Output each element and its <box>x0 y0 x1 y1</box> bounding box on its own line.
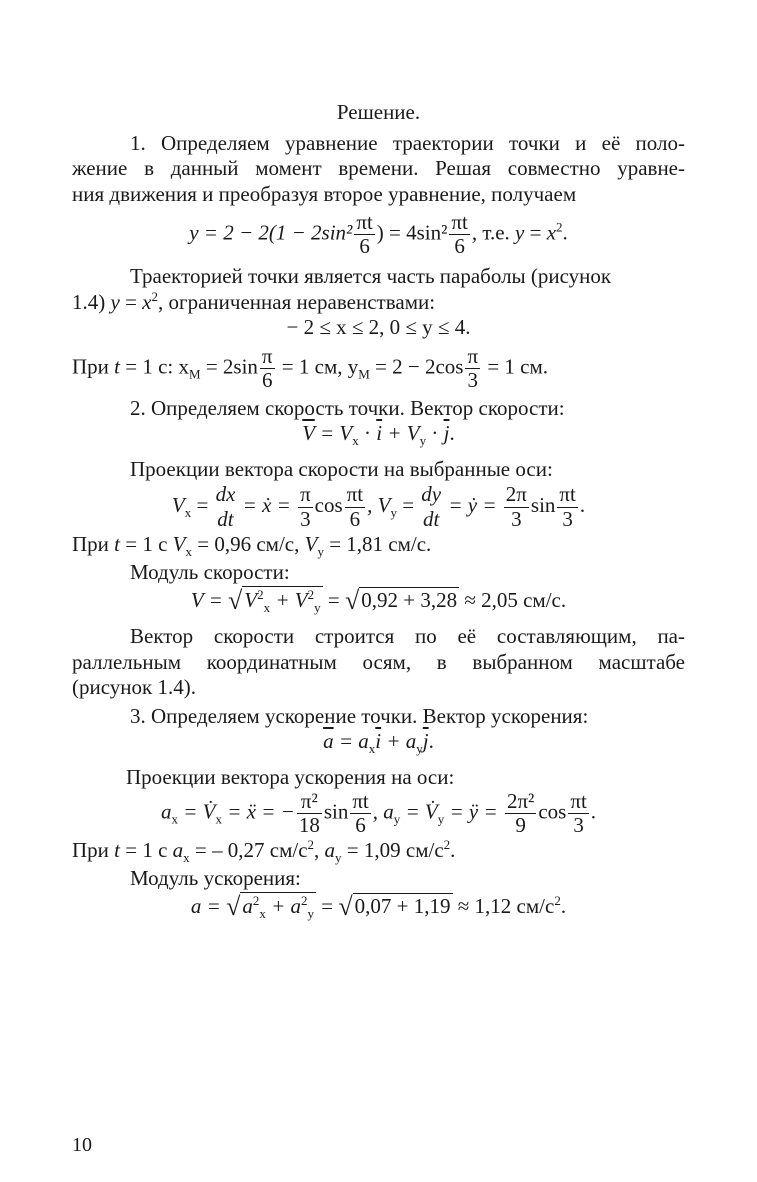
paragraph-7: 3. Определяем ускорение точки. Вектор ускорения: <box>130 703 589 728</box>
eqvmod-eq: = <box>322 588 345 613</box>
eq1-lhs: y = 2 − 2(1 − 2sin² <box>189 220 353 245</box>
eqvx-end: . <box>579 492 586 517</box>
eqvx-frac-3 <box>345 483 365 530</box>
eqa-i: $\overline{i}$ <box>375 729 382 754</box>
eq1-frac-1 <box>354 211 374 258</box>
at1-frac-2-num: π <box>467 343 479 368</box>
sqrt-icon: √ <box>338 892 353 922</box>
eqax-e2b: = ÿ = <box>444 799 503 824</box>
at1-t: t <box>114 353 120 378</box>
eq1-frac-2-den: 6 <box>454 233 465 258</box>
at1-pre: При <box>72 353 115 378</box>
eqvx-frac-2 <box>298 483 313 530</box>
at3-a2: a <box>324 838 336 863</box>
sqrt-icon: √ <box>228 586 243 616</box>
eqax-sin: sin <box>323 799 349 824</box>
sqrt-icon: √ <box>344 586 360 616</box>
eq1-tail-y: y <box>515 220 525 245</box>
at1-mid1: = 2sin <box>200 353 258 378</box>
eqvx-sin: sin <box>530 492 556 517</box>
at3-a1: a <box>172 838 184 863</box>
at1-frac-2-den: 3 <box>467 367 479 392</box>
at2-c: = 1,81 см/с. <box>323 532 432 557</box>
at1-sub-m2: M <box>358 366 370 382</box>
at2-t: t <box>114 532 120 557</box>
equation-velocity-projections <box>72 482 685 532</box>
eqvx-frac-5-den: 3 <box>511 506 522 531</box>
equation-acceleration-modulus <box>72 891 685 922</box>
eqax-frac-3-den: 9 <box>515 813 526 838</box>
eqvmod-rp2: 2 <box>307 587 315 603</box>
eqax-end: . <box>590 799 597 824</box>
eqvx-eq3: = <box>396 492 420 517</box>
eq1-tail-x: x <box>546 220 557 245</box>
values-at-t1-acceleration <box>72 837 685 866</box>
eqvx-frac-3-num: πt <box>346 482 364 507</box>
eqvmod-rs2: y <box>314 600 321 616</box>
eqax-e1b: = ẍ = − <box>221 799 295 824</box>
p2-eq: = <box>119 290 143 315</box>
at1-res2: = 1 см. <box>482 353 549 378</box>
eqvx-eq1: = <box>191 492 214 517</box>
eqvx-frac-4-num: dy <box>421 481 442 506</box>
at3-t: t <box>114 838 120 863</box>
p2-y: y <box>110 290 120 315</box>
eqv-v: $\overline{V}$ <box>302 420 315 445</box>
eqv-j: $\overline{j}$ <box>443 420 450 445</box>
paragraph-2-line-2 <box>72 289 685 315</box>
at3-a: = 1 с <box>120 838 173 863</box>
eqvx-frac-2-num: π <box>300 482 311 507</box>
eqvx-sy: y <box>390 505 397 521</box>
eqv-i: $\overline{i}$ <box>376 420 383 445</box>
eqax-frac-2-num: πt <box>352 789 369 814</box>
p2-post: , ограниченная неравенствами: <box>158 290 436 315</box>
equation-velocity-modulus <box>72 585 685 616</box>
eq1-frac-1-num: πt <box>356 209 373 234</box>
eqvmod-root-1 <box>242 586 322 616</box>
at3-s2: y <box>335 850 342 866</box>
eqvmod-lhs: V = <box>190 588 228 613</box>
eqvx-frac-4 <box>421 482 441 532</box>
eqvx-vx: V <box>171 492 185 517</box>
inequalities: − 2 ≤ x ≤ 2, 0 ≤ y ≤ 4. <box>286 315 471 340</box>
eqvx-frac-1-den: dt <box>217 507 234 532</box>
eqvmod-res: ≈ 2,05 см/с. <box>459 588 567 613</box>
paragraph-3: 2. Определяем скорость точки. Вектор скорости: <box>130 395 565 420</box>
eqvx-sx: x <box>184 505 192 521</box>
eqvmod-rp1: 2 <box>257 587 264 603</box>
at2-v1: V <box>172 532 186 557</box>
eqv-dot2: · <box>426 420 444 445</box>
eqvx-frac-5 <box>504 483 529 530</box>
at2-v2: V <box>304 532 318 557</box>
eqvmod-rs1: x <box>263 600 271 616</box>
eqvmod-r1: V <box>244 588 258 613</box>
eqax-s2b: y <box>437 811 445 827</box>
eqax-frac-1-num: π² <box>297 790 322 814</box>
at1-res1: = 1 см, y <box>276 353 359 378</box>
at3-c: , <box>314 838 325 863</box>
at2-pre: При <box>72 532 115 557</box>
eqamod-res: ≈ 1,12 см/с <box>452 894 555 919</box>
eqamod-rp2: 2 <box>301 893 308 909</box>
at3-d: = 1,09 см/с <box>341 838 444 863</box>
paragraph-2-line-1: Траекторией точки является часть параболы (рисунок <box>130 263 612 288</box>
values-at-t1-velocity <box>72 532 685 560</box>
eqvx-frac-3-den: 6 <box>349 506 361 531</box>
eqax-frac-1 <box>297 790 322 837</box>
eqvx-frac-1 <box>216 482 236 532</box>
eqa-j: $\overline{j}$ <box>422 729 429 754</box>
at3-sup2: 2 <box>443 837 451 853</box>
eqa-plus: + a <box>381 729 417 754</box>
eqvx-cos: cos <box>314 492 343 517</box>
eqvx-eq4: = ẏ = <box>443 492 502 517</box>
eqax-cos: cos <box>538 799 567 824</box>
eqamod-r1: a <box>242 894 253 919</box>
eqvx-frac-6 <box>557 483 577 530</box>
eq1-frac-2 <box>449 211 469 258</box>
paragraph-5: Модуль скорости: <box>130 560 290 584</box>
eqamod-rs1: x <box>259 906 266 922</box>
eq1-tail-sup: 2 <box>556 219 563 235</box>
at2-s1: x <box>185 544 192 560</box>
eq1-tail-eq: = <box>524 220 547 245</box>
eqax-frac-2-den: 6 <box>355 813 366 838</box>
section-heading: Решение. <box>336 100 421 124</box>
eqvx-frac-4-den: dt <box>423 507 440 532</box>
at3-b: = – 0,27 см/с <box>189 838 308 863</box>
eqamod-plus: + a <box>265 894 302 919</box>
eqax-frac-4 <box>568 790 588 837</box>
at1-mid2: = 2 − 2cos <box>369 353 464 378</box>
paragraph-1-line-2: жение в данный момент времени. Решая совместно уравне- <box>72 156 685 181</box>
eqax-frac-4-num: πt <box>570 789 587 814</box>
eqvx-frac-1-num: dx <box>215 481 236 506</box>
eqvx-frac-2-den: 3 <box>300 506 311 531</box>
p2-sup: 2 <box>151 289 158 305</box>
eqamod-root-1 <box>240 892 316 922</box>
eq1-tail-prefix: , т.е. <box>471 220 510 245</box>
eqvx-frac-5-num: 2π <box>505 482 527 507</box>
eqax-a1: a <box>160 799 172 824</box>
eqamod-eq: = <box>316 894 339 919</box>
at1-frac-1 <box>260 345 275 392</box>
eqa-end: . <box>428 729 434 754</box>
values-at-t1-position <box>72 345 685 392</box>
eqv-sx: x <box>352 433 359 449</box>
at3-s1: x <box>183 850 190 866</box>
eqvx-sep: , V <box>367 492 391 517</box>
at1-frac-1-den: 6 <box>261 367 273 392</box>
equation-trajectory <box>72 211 685 258</box>
p2-pre: 1.4) <box>72 290 111 315</box>
eqax-e2: = V̇ <box>400 799 438 824</box>
eq1-frac-1-den: 6 <box>359 233 370 258</box>
eqax-s1b: x <box>215 811 222 827</box>
eqvmod-r2: 0,92 + 3,28 <box>361 588 458 613</box>
equation-velocity-vector <box>72 421 685 449</box>
eqax-frac-1-den: 18 <box>298 813 320 838</box>
eqamod-rs2: y <box>307 906 315 922</box>
at3-pre: При <box>72 838 115 863</box>
at1-eq1: = 1 с: x <box>120 353 189 378</box>
paragraph-6-line-3: (рисунок 1.4). <box>72 674 196 699</box>
paragraph-6-line-1: Вектор скорости строится по её составляющим, па- <box>130 624 685 649</box>
eqamod-res-end: . <box>560 894 567 919</box>
page-number: 10 <box>72 1134 92 1156</box>
at1-frac-1-num: π <box>261 343 273 368</box>
eq1-frac-2-num: πt <box>451 209 468 234</box>
equation-acceleration-projections <box>72 790 685 837</box>
paragraph-4: Проекции вектора скорости на выбранные оси: <box>130 456 553 481</box>
paragraph-8: Проекции вектора ускорения на оси: <box>126 764 455 789</box>
eqvx-frac-6-den: 3 <box>562 506 573 531</box>
eqamod-res-sup: 2 <box>554 893 561 909</box>
page-body <box>72 100 685 922</box>
at3-sup1: 2 <box>307 837 315 853</box>
at2-s2: y <box>317 544 324 560</box>
eqa-sx: x <box>368 741 376 757</box>
paragraph-9: Модуль ускорения: <box>130 866 301 891</box>
at3-e: . <box>450 838 456 863</box>
eqv-plus: + V <box>382 420 420 445</box>
eqvx-frac-6-num: πt <box>559 482 576 507</box>
eqax-e1: = V̇ <box>177 799 216 824</box>
eqa-a: $\overline{a}$ <box>323 729 334 754</box>
p2-x: x <box>142 290 152 315</box>
eqamod-lhs: a = <box>190 894 227 919</box>
eqvx-eq2: = ẋ = <box>237 492 297 517</box>
eqax-s1: x <box>171 811 178 827</box>
eqv-end: . <box>449 420 455 445</box>
sqrt-icon: √ <box>226 892 241 922</box>
eq1-tail-end: . <box>562 220 568 245</box>
eqax-frac-2 <box>350 790 370 837</box>
eqv-dot1: · <box>358 420 377 445</box>
paragraph-1-line-1: 1. Определяем уравнение траектории точки и её поло- <box>130 131 685 156</box>
at2-a: = 1 с <box>120 532 173 557</box>
paragraph-6-line-2: раллельным координатным осям, в выбранном масштабе <box>72 649 685 674</box>
at1-frac-2 <box>465 345 480 392</box>
eqax-frac-3-num: 2π² <box>506 789 535 814</box>
eqamod-rp1: 2 <box>252 893 260 909</box>
eqv-sy: y <box>419 433 427 449</box>
eq1-mid: ) = 4sin² <box>376 220 448 245</box>
eqv-eq: = V <box>314 420 353 445</box>
eqax-s2: y <box>393 811 401 827</box>
eqax-frac-3 <box>505 790 536 837</box>
eqamod-r2: 0,07 + 1,19 <box>354 894 451 919</box>
at2-b: = 0,96 см/с, <box>192 532 305 557</box>
equation-acceleration-vector <box>72 729 685 757</box>
eqa-sy: y <box>416 741 423 757</box>
paragraph-1-line-3: ния движения и преобразуя второе уравнение, получаем <box>72 181 577 206</box>
eqvmod-plus: + V <box>270 588 308 613</box>
eqa-eq: = a <box>333 729 369 754</box>
at1-sub-m1: M <box>189 366 201 382</box>
eqax-frac-4-den: 3 <box>573 813 584 838</box>
eqax-sep: , a <box>372 799 394 824</box>
